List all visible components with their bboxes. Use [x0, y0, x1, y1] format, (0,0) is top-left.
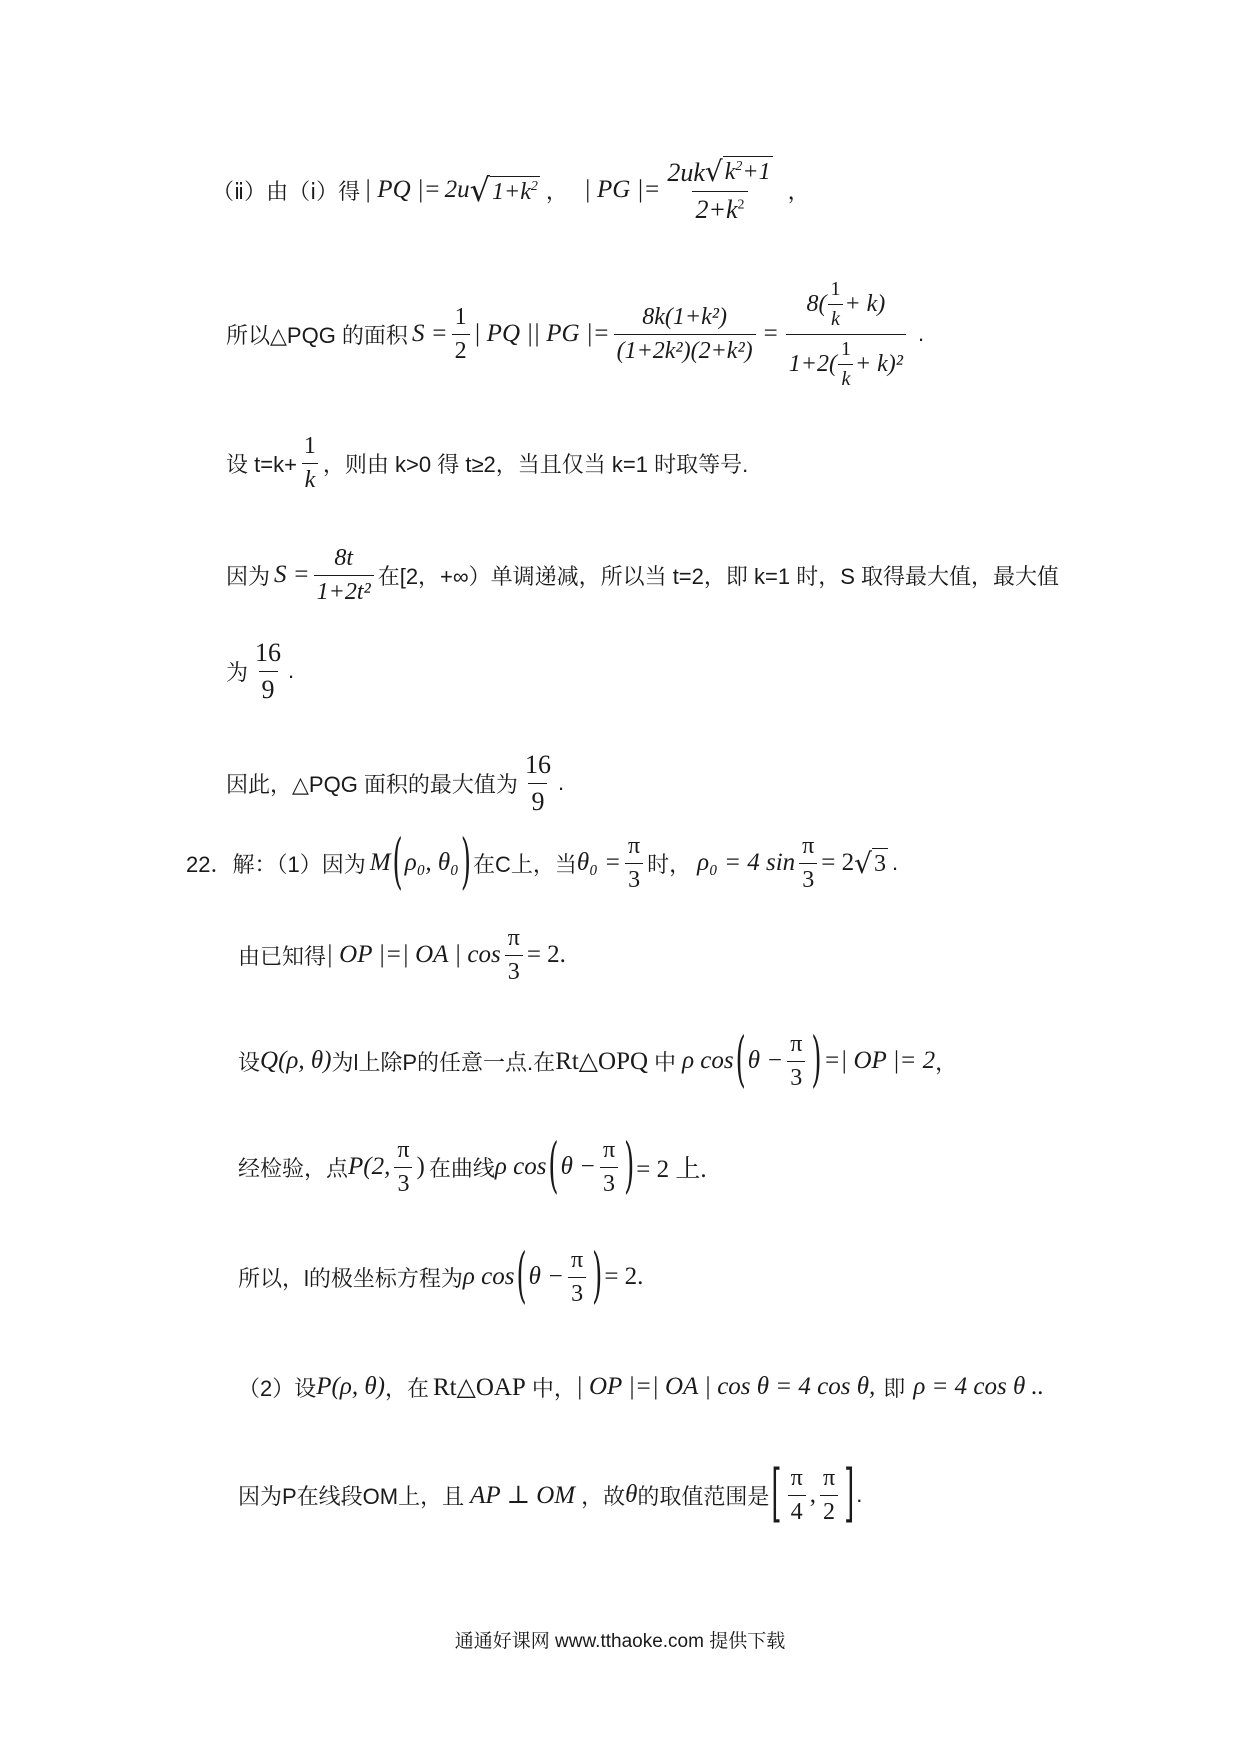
pq-lhs: | PQ |= — [364, 176, 441, 203]
pi: π — [397, 1136, 410, 1163]
q-desc: 为l上除P的任意一点.在 — [331, 1049, 556, 1075]
set-t-text: 设 t=k+ — [226, 451, 297, 477]
period: . — [856, 1482, 863, 1507]
line-polar-eq — [238, 1240, 643, 1314]
theta: θ — [625, 1481, 638, 1508]
paren-open: ( — [516, 1242, 527, 1312]
three: 3 — [394, 1167, 412, 1198]
f2-num-a: 8( — [806, 290, 827, 317]
f2-num — [803, 278, 888, 334]
wei-text: 为 — [226, 659, 249, 685]
p-close: ) — [416, 1153, 425, 1180]
f2-num-inner-num: 1 — [830, 277, 841, 300]
f2-num-b: + k) — [844, 290, 886, 317]
pi: π — [822, 1464, 836, 1491]
radical-sign: √ — [854, 847, 872, 880]
line-area-s — [226, 277, 925, 390]
theta-minus: θ − — [528, 1263, 565, 1290]
theta0-eq: θ₀ = — [576, 849, 622, 876]
op-eq-two: =| OP |= 2 — [823, 1047, 936, 1074]
pg-den-text: 2+k — [695, 194, 738, 224]
pq-pg-product: | PQ || PG |= — [473, 320, 610, 347]
verify-text: 经检验，点 — [238, 1155, 349, 1181]
pi-over-3 — [394, 1137, 412, 1198]
on-c-text: 在C上，当 — [473, 851, 577, 877]
s-eq: S = — [411, 320, 448, 347]
one-over-k-den: k — [302, 463, 319, 494]
paren-close: ) — [811, 1026, 822, 1096]
on-curve-text: 在曲线 — [428, 1155, 495, 1181]
end-comma: ， — [787, 178, 810, 204]
sqrt-pg-tail: +1 — [742, 158, 771, 185]
because-p-text: 因为P在线段OM上，且 — [238, 1483, 465, 1509]
two: 2 — [820, 1495, 838, 1526]
sqrt-3-body: 3 — [872, 848, 888, 878]
zhong-text: 中 — [654, 1049, 677, 1075]
pi-over-2 — [820, 1465, 838, 1526]
eq-two: = 2 — [821, 849, 855, 876]
text-intro: （ⅱ）由（ⅰ）得 — [212, 178, 361, 204]
op-expr: | OP |=| OA | cos θ = 4 cos θ, — [575, 1373, 876, 1400]
bracket-open: [ — [771, 1459, 782, 1531]
f2-den-a: 1+2( — [788, 350, 837, 377]
three: 3 — [625, 863, 643, 894]
rho-cos: ρ cos — [494, 1153, 547, 1180]
area-fraction-2 — [786, 278, 906, 391]
three: 3 — [787, 1061, 805, 1092]
paren-open: ( — [735, 1026, 746, 1096]
radical-sign: √ — [469, 171, 491, 209]
half-den: 2 — [452, 334, 470, 365]
pg-fraction — [664, 156, 775, 225]
period: . — [557, 770, 565, 795]
conclusion-text: 因此，△PQG 面积的最大值为 — [226, 771, 518, 797]
period: . — [891, 850, 899, 875]
line-set-t — [226, 428, 748, 498]
line-verify — [238, 1130, 707, 1204]
pi: π — [628, 832, 641, 859]
one-over-k — [301, 433, 319, 494]
paren-close: ) — [592, 1242, 603, 1312]
three: 3 — [600, 1167, 618, 1198]
paren-open: ( — [548, 1132, 559, 1202]
zhong-text: 中， — [531, 1375, 576, 1401]
part2-text: （2）设 — [238, 1375, 317, 1401]
rho-cos: ρ cos — [682, 1047, 734, 1074]
sep: ， — [545, 178, 568, 204]
pi: π — [507, 924, 520, 951]
f2-num-inner-den: k — [828, 304, 843, 331]
half-num: 1 — [454, 303, 467, 330]
f2-den-inner-num: 1 — [840, 337, 851, 360]
line-set-q — [238, 1024, 957, 1098]
because-text: 因为 — [226, 563, 271, 589]
op-expr: | OP |=| OA | cos — [326, 941, 501, 968]
ji-text: 即 — [883, 1375, 906, 1401]
comma: ， — [935, 1049, 958, 1075]
line-conclusion — [226, 748, 564, 818]
range-text: 的取值范围是 — [637, 1483, 770, 1509]
one-over-k-num: 1 — [303, 432, 316, 459]
f2-den — [786, 334, 906, 391]
rt-oap: Rt△OAP — [432, 1374, 526, 1401]
point-p: P(ρ, θ) — [316, 1373, 385, 1400]
sqrt-pq — [469, 171, 540, 209]
conclusion-frac — [522, 750, 554, 817]
point-m-args: ρ₀, θ₀ — [404, 849, 459, 876]
point-p: P(2, — [348, 1153, 391, 1180]
pi-over-3-b — [600, 1137, 618, 1198]
paren-open: ( — [392, 828, 403, 898]
pi: π — [802, 832, 815, 859]
pg-numerator — [664, 156, 775, 191]
pi: π — [790, 1030, 803, 1057]
point-m: M — [369, 849, 391, 876]
f1-num: 8k(1+k²) — [642, 303, 727, 330]
rho-expr: ρ = 4 cos θ .. — [913, 1373, 1045, 1400]
three: 3 — [505, 955, 523, 986]
eq-two: = 2. — [526, 941, 566, 968]
pq-coef: 2u — [444, 176, 470, 203]
sqrt-3 — [854, 848, 888, 878]
therefore-text: 所以，l的极坐标方程为 — [238, 1265, 463, 1291]
theta-minus: θ − — [747, 1047, 784, 1074]
text-area-intro: 所以△PQG 的面积 — [226, 322, 408, 348]
eq-two-on: = 2 上. — [636, 1156, 707, 1183]
three: 3 — [568, 1277, 586, 1308]
period: . — [288, 658, 295, 683]
pi-over-3 — [787, 1031, 805, 1092]
end-period: . — [917, 321, 925, 346]
rho0-eq: ρ₀ = 4 sin — [697, 849, 796, 876]
line-monotone — [226, 538, 1059, 612]
f2-den-b: + k)² — [854, 350, 903, 377]
pi: π — [571, 1246, 584, 1273]
point-q: Q(ρ, θ) — [260, 1047, 332, 1074]
sqrt-pg — [705, 156, 773, 186]
bracket-close: ] — [844, 1459, 855, 1531]
sqrt-pg-text: k — [724, 158, 736, 185]
s-eq-2: S = — [274, 561, 310, 588]
sqrt-pq-text: 1+k — [492, 179, 531, 205]
theta-minus: θ − — [560, 1153, 596, 1180]
pi: π — [790, 1464, 803, 1491]
footer: 通通好课网 www.tthaoke.com 提供下载 — [454, 1631, 786, 1652]
line-problem-22 — [186, 828, 898, 898]
four: 4 — [788, 1495, 806, 1526]
line-theta-range — [238, 1458, 862, 1532]
line-part-2 — [238, 1362, 1044, 1412]
conclusion-frac-num: 16 — [524, 749, 551, 779]
pg-num-coef: 2uk — [667, 157, 705, 187]
line-pq-pg — [212, 150, 810, 230]
gu-text: ，故 — [581, 1483, 626, 1509]
pi-over-3-b — [799, 833, 817, 894]
rt-opq: Rt△OPQ — [555, 1048, 649, 1075]
sqrt-pg-body: $k^2+1$ — [723, 156, 773, 186]
s-of-t-den: 1+2t² — [314, 575, 374, 606]
paren-close: ) — [624, 1132, 635, 1202]
pi: π — [602, 1136, 616, 1163]
ap-perp-om: AP ⊥ OM — [470, 1482, 576, 1509]
f1-den: (1+2k²)(2+k²) — [614, 334, 756, 365]
f2-num-inner-frac — [827, 278, 843, 331]
s-of-t — [314, 545, 374, 606]
pi-over-3 — [505, 925, 523, 986]
set-text: 设 — [238, 1049, 261, 1075]
problem-22-label: 22．解：（1）因为 — [186, 851, 366, 877]
pi-over-4 — [788, 1465, 806, 1526]
three: 3 — [799, 863, 817, 894]
max-frac — [252, 638, 284, 705]
equals: = — [763, 320, 778, 347]
in-text: ，在 — [384, 1375, 429, 1401]
line-max-value — [226, 636, 294, 706]
known-text: 由已知得 — [238, 943, 327, 969]
f2-den-inner-frac — [838, 338, 854, 391]
radical-sign: √ — [704, 154, 723, 188]
sqrt-pq-body: $1+k^2$ — [490, 176, 540, 206]
area-fraction-1 — [614, 304, 756, 365]
max-frac-den: 9 — [259, 671, 278, 705]
max-frac-num: 16 — [255, 637, 282, 667]
paren-close: ) — [460, 828, 472, 898]
pg-lhs: | PG |= — [583, 176, 661, 203]
set-t-post: ，则由 k>0 得 t≥2，当且仅当 k=1 时取等号. — [322, 451, 749, 477]
line-op-length — [238, 920, 566, 990]
s-of-t-num: 8t — [334, 544, 353, 571]
pi-over-3 — [625, 833, 643, 894]
half-fraction — [452, 304, 470, 365]
when-text: 时， — [647, 851, 692, 877]
pg-denominator: $2+k^2$ — [692, 191, 747, 225]
conclusion-frac-den: 9 — [528, 783, 547, 817]
pi-over-3 — [568, 1247, 586, 1308]
eq-two: = 2. — [604, 1263, 644, 1290]
comma-sep: , — [809, 1481, 816, 1508]
f2-den-inner-den: k — [838, 364, 853, 391]
rho-cos: ρ cos — [462, 1263, 515, 1290]
monotone-text: 在[2，+∞）单调递减，所以当 t=2，即 k=1 时，S 取得最大值，最大值 — [377, 563, 1059, 589]
